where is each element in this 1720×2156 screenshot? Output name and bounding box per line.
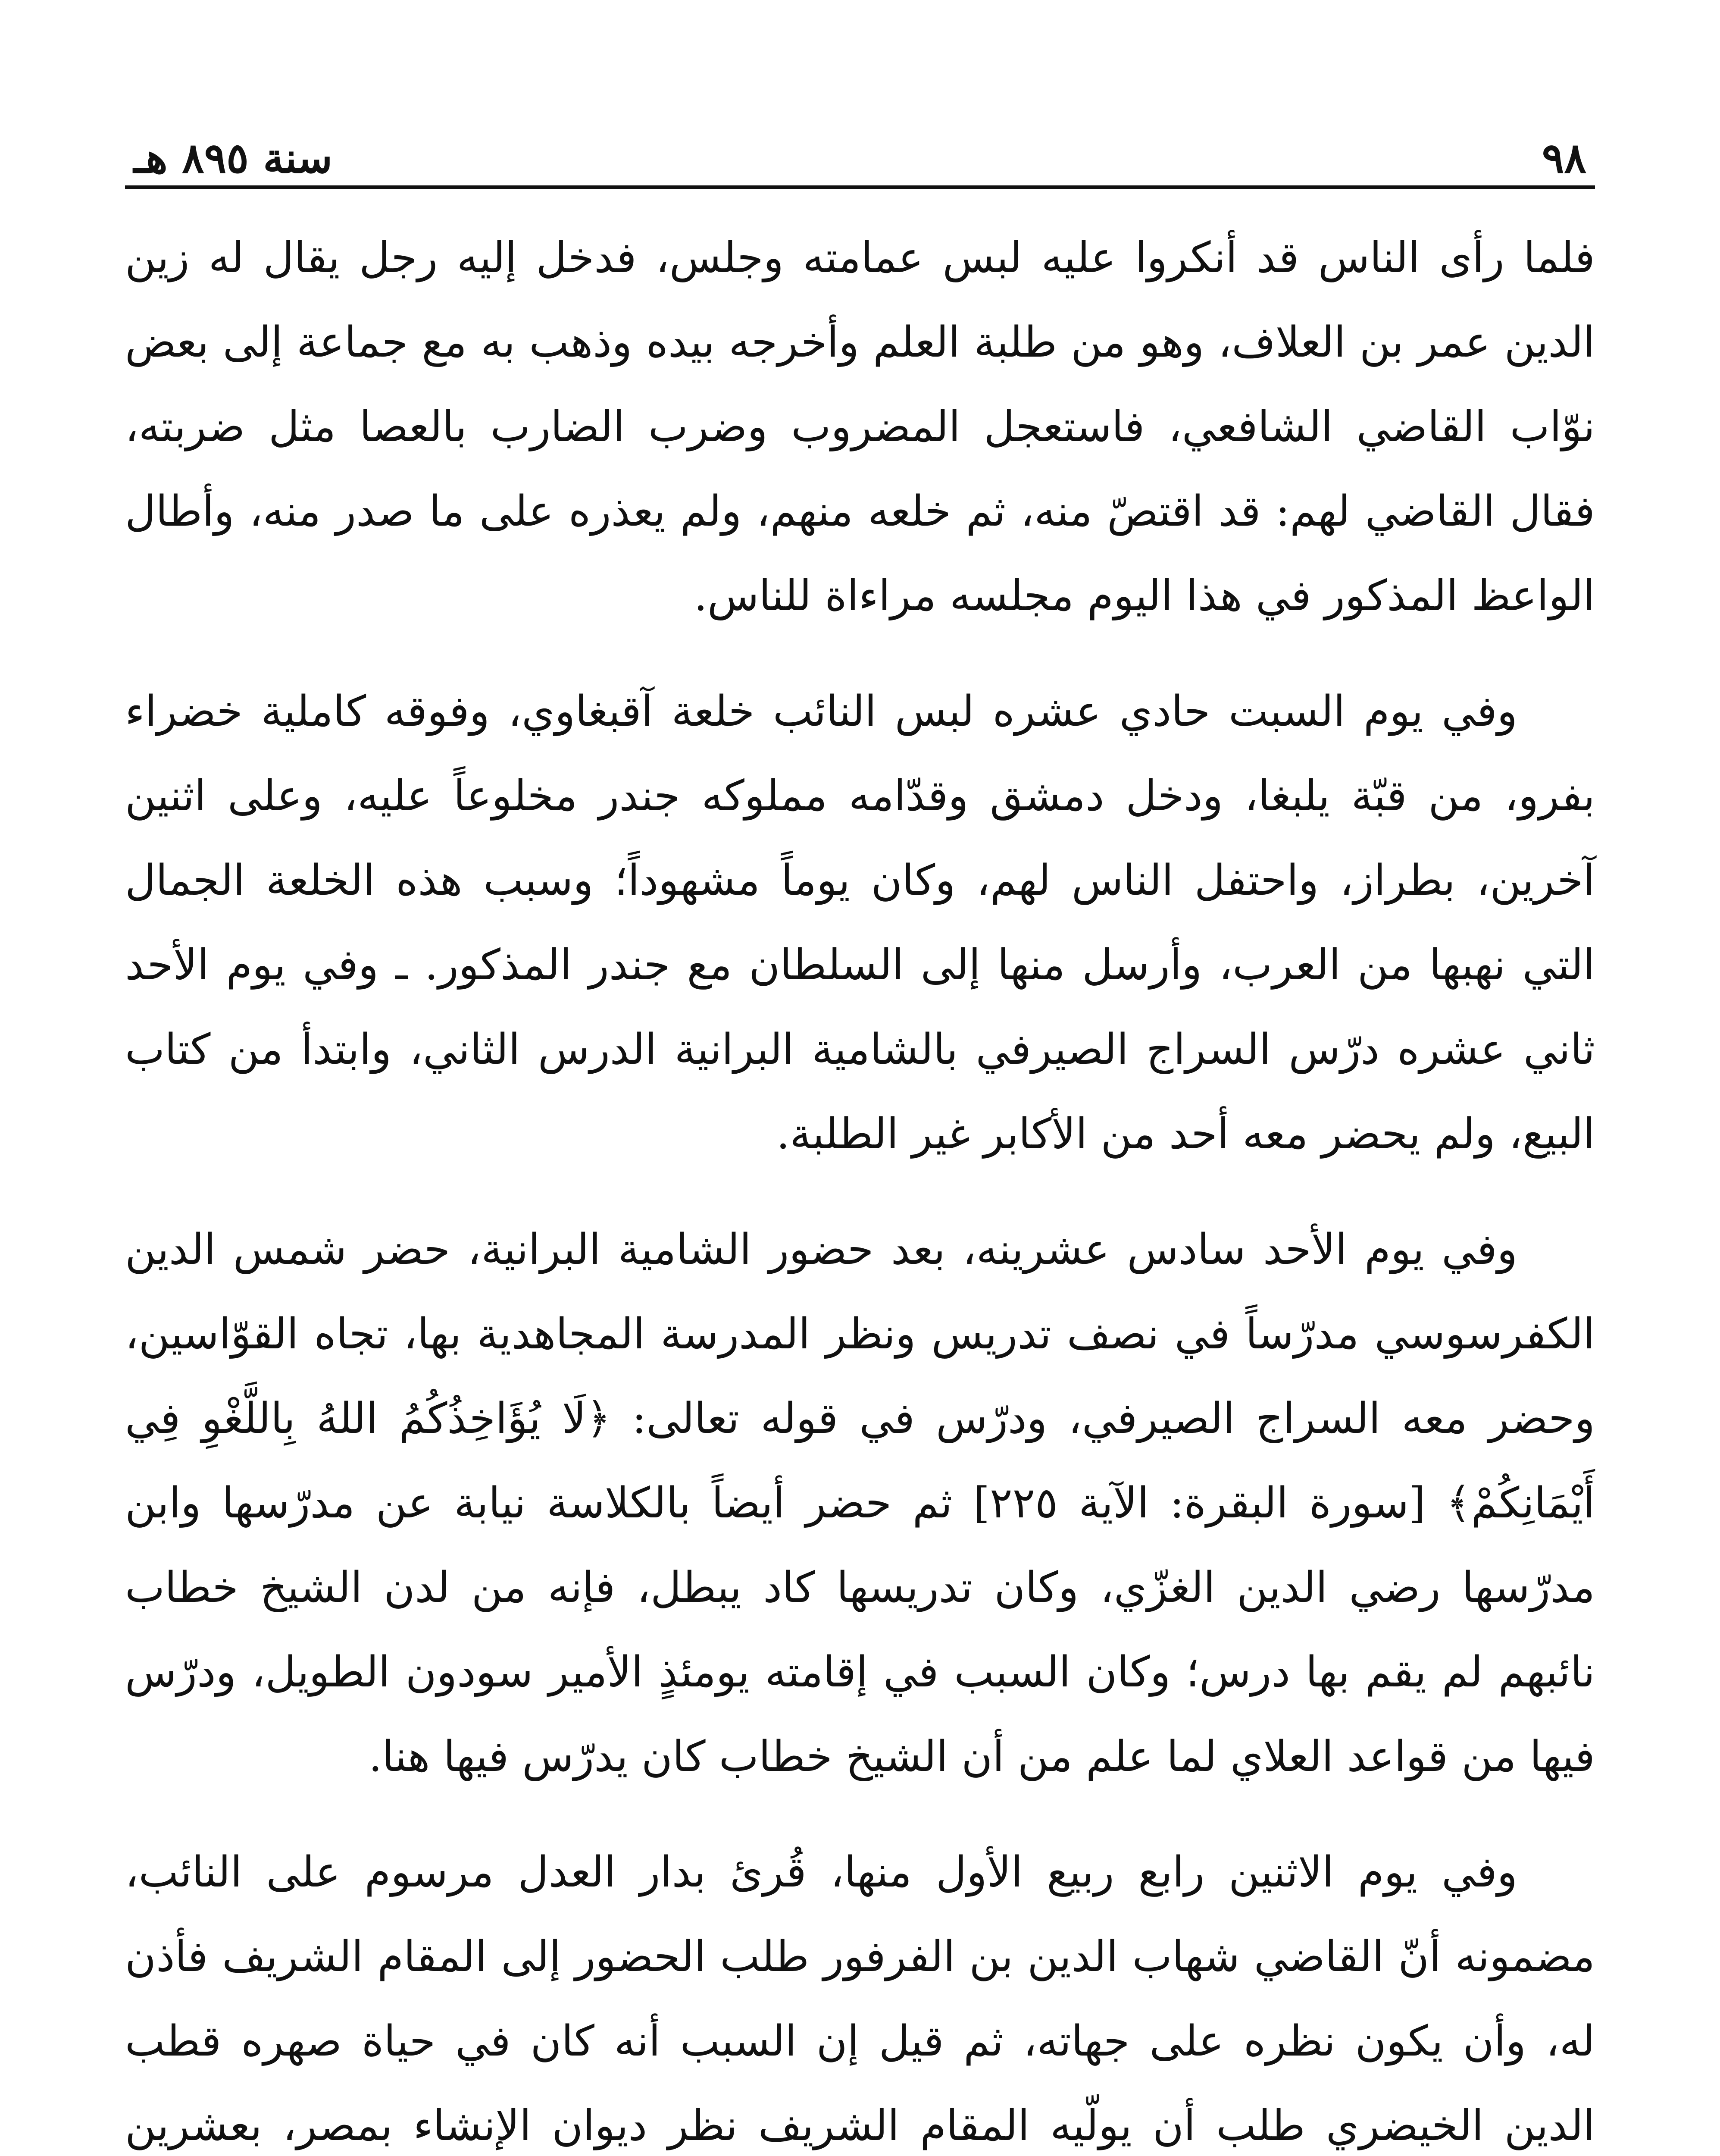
running-head-year: سنة ٨٩٥ هـ	[134, 134, 333, 182]
paragraph: فلما رأى الناس قد أنكروا عليه لبس عمامته وجلس، فدخل إليه رجل يقال له زين الدين عمر بن العلاف، وهو من طلبة العلم وأخرجه بيده وذهب به مع جماعة إلى بعض نوّاب القاضي الشافعي، فاستعجل المضروب وضرب الضارب بالعصا مثل ضربته، فقال القاضي لهم: قد اقتصّ منه، ثم خلعه منهم، ولم يعذره على ما صدر منه، وأطال الواعظ المذكور في هذا اليوم مجلسه مراءاة للناس.	[125, 233, 1595, 620]
page-number: ٩٨	[1542, 134, 1586, 182]
paragraph: وفي يوم الأحد سادس عشرينه، بعد حضور الشامية البرانية، حضر شمس الدين الكفرسوسي مدرّساً في نصف تدريس ونظر المدرسة المجاهدية بها، تجاه القوّاسين، وحضر معه السراج الصيرفي، ودرّس في قوله تعالى: ﴿لَا يُؤَاخِذُكُمُ اللهُ بِاللَّغْوِ فِي أَيْمَانِكُمْ﴾ [سورة البقرة: الآية ٢٢٥] ثم حضر أيضاً بالكلاسة نيابة عن مدرّسها وابن مدرّسها رضي الدين الغزّي، وكان تدريسها كاد يبطل، فإنه من لدن الشيخ خطاب نائبهم لم يقم بها درس؛ وكان السبب في إقامته يومئذٍ الأمير سودون الطويل، ودرّس فيها من قواعد العلاي لما علم من أن الشيخ خطاب كان يدرّس فيها هنا.	[125, 1225, 1595, 1781]
page-header	[125, 129, 1595, 189]
paragraph: وفي يوم الاثنين رابع ربيع الأول منها، قُرئ بدار العدل مرسوم على النائب، مضمونه أنّ القاضي شهاب الدين بن الفرفور طلب الحضور إلى المقام الشريف فأذن له، وأن يكون نظره على جهاته، ثم قيل إن السبب أنه كان في حياة صهره قطب الدين الخيضري طلب أن يولّيه المقام الشريف نظر ديوان الإنشاء بمصر، بعشرين	[125, 1848, 1595, 2150]
paragraph: وفي يوم السبت حادي عشره لبس النائب خلعة آقبغاوي، وفوقه كاملية خضراء بفرو، من قبّة يلبغا، ودخل دمشق وقدّامه مملوكه جندر مخلوعاً عليه، وعلى اثنين آخرين، بطراز، واحتفل الناس لهم، وكان يوماً مشهوداً؛ وسبب هذه الخلعة الجمال التي نهبها من العرب، وأرسل منها إلى السلطان مع جندر المذكور. ـ وفي يوم الأحد ثاني عشره درّس السراج الصيرفي بالشامية البرانية الدرس الثاني، وابتدأ من كتاب البيع، ولم يحضر معه أحد من الأكابر غير الطلبة.	[125, 687, 1595, 1159]
page-body	[125, 216, 1595, 2156]
